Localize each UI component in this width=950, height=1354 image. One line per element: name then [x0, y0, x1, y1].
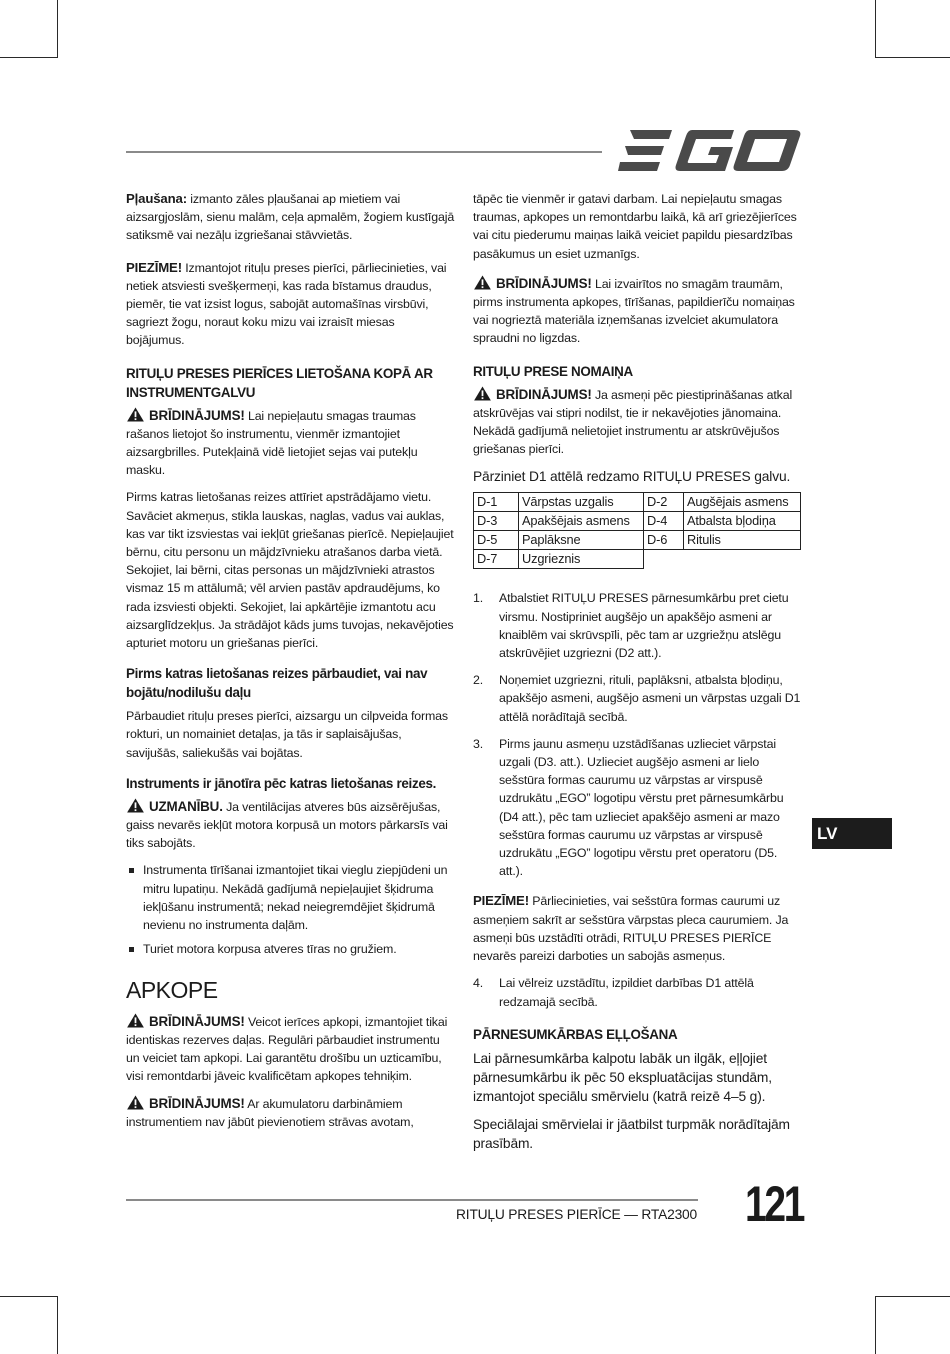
list-item: Turiet motora korpusa atveres tīras no gružiem.: [126, 940, 456, 958]
intro-lead: Pļaušana:: [126, 191, 187, 206]
note-text: Pārliecinieties, vai sešstūra formas caurumi uz asmeņiem sakrīt ar sešstūra vārpstas pleca caurumiem. Ja asmeņi būs uzstādīti otrādi, RITUĻU PRESES PIERĪCE nevarēs pareizi darboties un sabojās asmeņus.: [473, 894, 789, 964]
crop-mark: [57, 1296, 58, 1354]
heading-lube: PĀRNESUMKĀRBAS EĻĻOŠANA: [473, 1026, 678, 1042]
crop-mark: [875, 1296, 950, 1297]
heading-use: RITUĻU PRESES PIERĪCES LIETOŠANA KOPĀ AR INSTRUMENTGALVU: [126, 365, 433, 400]
step-text: Atbalstiet RITUĻU PRESES pārnesumkārbu pret cietu virsmu. Nostipriniet augšējo un apakšējo asmeni ar knaiblēm vai skrūvspīli, pēc tam ar uzgriežņu atslēgu atskrūvējiet uzgriezni (D2 att.).: [499, 591, 789, 661]
step-number: 1.: [473, 591, 484, 606]
warning-paragraph: [126, 407, 456, 480]
warning-paragraph: [126, 1013, 456, 1086]
crop-mark: [875, 1296, 876, 1354]
caution-text: Ja ventilācijas atveres būs aizsērējušas, gaiss nevarēs iekļūt motora korpusā un motors pārkarsīs vai tiks sabojāts.: [126, 799, 448, 851]
list-item: [473, 671, 803, 726]
table-cell: D-5: [474, 531, 519, 550]
steps-list: [473, 589, 803, 880]
warning-text: Lai nepieļautu smagas traumas rašanos lietojot šo instrumentu, vienmēr izmantojiet aizsargbrilles. Putekļainā vidē lietojiet sejas vai putekļu masku.: [126, 408, 418, 478]
table-cell: D-6: [644, 531, 684, 550]
table-cell: D-4: [644, 512, 684, 531]
heading-maintenance: APKOPE: [126, 976, 218, 1003]
warning-text: Lai izvairītos no smagām traumām, pirms instrumenta apkopes, tīrīšanas, papildierīču nomaiņas vai nogrieztā materiāla izņemšanas izvelciet akumulatora spraudni no ligzdas.: [473, 276, 795, 346]
step-text: Pirms jaunu asmeņu uzstādīšanas uzlieciet vārpstai uzgali (D3. att.). Uzlieciet augšējo asmeni ar lielo sešstūra formas caurumu uz vārpstas ar virspusē uzdrukātu „EGO” logotipu vērstu pret pārnesumkārbu (D4 att.), pēc tam uzlieciet apakšējo asmeni ar mazo sešstūra formas caurumu uz vārpstas ar virspusē uzdrukātu „EGO” logotipu vērstu pret operatoru (D5. att.).: [499, 736, 784, 879]
intro-paragraph: [126, 190, 456, 245]
table-cell: Vārpstas uzgalis: [519, 493, 644, 512]
table-row: [474, 531, 801, 550]
language-tab: LV: [812, 818, 892, 849]
step-number: 2.: [473, 673, 484, 688]
warning-label: BRĪDINĀJUMS!: [496, 386, 592, 402]
heading-replace: RITUĻU PRESE NOMAIŅA: [473, 363, 633, 379]
warning-triangle-icon: [126, 798, 145, 813]
crop-mark: [875, 57, 950, 58]
footer-rule: [126, 1199, 698, 1201]
caution-label: UZMANĪBU.: [149, 798, 223, 814]
page-number: 121: [745, 1176, 804, 1232]
warning-label: BRĪDINĀJUMS!: [496, 275, 592, 291]
table-cell: Apakšējais asmens: [519, 512, 644, 531]
parts-table: [473, 492, 801, 569]
heading-clean: Instruments ir jānotīra pēc katras lietošanas reizes.: [126, 775, 437, 791]
table-cell: D-1: [474, 493, 519, 512]
warning-paragraph: [473, 386, 803, 459]
figure-intro: Pārziniet D1 attēlā redzamo RITUĻU PRESES galvu.: [473, 469, 791, 485]
warning-text: Ar akumulatoru darbināmiem instrumentiem nav jābūt pievienotiem strāvas avotam,: [126, 1096, 414, 1129]
table-cell: D-7: [474, 550, 519, 569]
warning-paragraph: [473, 275, 803, 348]
list-item: Instrumenta tīrīšanai izmantojiet tikai vieglu ziepjūdeni un mitru lupatiņu. Nekādā gadījumā nepieļaujiet šķidruma iekļūšanu instrumentā; nekad neiegremdējiet šķidrumā nevienu no instrumenta daļām.: [126, 861, 456, 934]
warning-label: BRĪDINĀJUMS!: [149, 1013, 245, 1029]
list-item: [473, 589, 803, 662]
check-paragraph: Pārbaudiet rituļu preses pierīci, aizsargu un cilpveida formas rokturi, un nomainiet detaļas, ja tās ir saplaisājušas, savijušās, saliekušās vai bojātas.: [126, 709, 448, 760]
crop-mark: [0, 57, 58, 58]
step-text: Lai vēlreiz uzstādītu, izpildiet darbības D1 attēlā redzamajā secībā.: [499, 976, 754, 1009]
warning-text: Ja asmeņi pēc piestiprināšanas atkal atskrūvējas vai stipri nodilst, tie ir nekavējoties jānomaina. Nekādā gadījumā nelietojiet instrumentu ar atskrūvējušos griešanas pierīci.: [473, 387, 793, 457]
list-item: [473, 974, 803, 1010]
table-row: [474, 550, 801, 569]
footer-title: RITUĻU PRESES PIERĪCE — RTA2300: [456, 1207, 697, 1222]
crop-mark: [0, 1296, 58, 1297]
table-cell: Atbalsta bļodiņa: [684, 512, 801, 531]
table-row: [474, 493, 801, 512]
warning-text: Veicot ierīces apkopi, izmantojiet tikai identiskas rezerves daļas. Regulāri pārbaudiet instrumentu un veiciet tam apkopi. Lai garantētu drošību un uzticamību, visi remontdarbi jāveic kvalificētam apkopes tehniķim.: [126, 1014, 448, 1084]
table-cell: D-3: [474, 512, 519, 531]
table-cell: Augšējais asmens: [684, 493, 801, 512]
table-row: [474, 512, 801, 531]
left-column: [126, 190, 456, 1140]
step-number: 4.: [473, 976, 484, 991]
warning-triangle-icon: [126, 407, 145, 422]
step-number: 3.: [473, 736, 484, 751]
cleaning-list: [126, 861, 456, 958]
continued-paragraph: tāpēc tie vienmēr ir gatavi darbam. Lai nepieļautu smagas traumas, apkopes un remontdarbu laikā, kā arī griezējierīces vai citu piederumu maiņas laikā veiciet papildu piesardzības pasākumus un esiet uzmanīgs.: [473, 192, 797, 261]
caution-paragraph: [126, 798, 456, 853]
warning-label: BRĪDINĀJUMS!: [149, 1095, 245, 1111]
table-cell-empty: [644, 550, 684, 569]
header-rule: [126, 151, 602, 153]
table-cell: Paplāksne: [519, 531, 644, 550]
note-lead: PIEZĪME!: [473, 893, 529, 909]
warning-label: BRĪDINĀJUMS!: [149, 407, 245, 423]
warning-paragraph: [126, 1095, 456, 1131]
intro-text: izmanto zāles pļaušanai ap mietiem vai aizsargjoslām, sienu malām, ceļa apmalēm, žogiem kustīgajā satiksmē vai nezāļu izgriešanai stāvvietās.: [126, 192, 455, 243]
note-lead: PIEZĪME!: [126, 259, 182, 275]
warning-triangle-icon: [473, 275, 492, 290]
crop-mark: [57, 0, 58, 58]
note-paragraph: [473, 892, 803, 965]
table-cell: Uzgrieznis: [519, 550, 644, 569]
heading-check: Pirms katras lietošanas reizes pārbaudiet, vai nav bojātu/nodilušu daļu: [126, 666, 428, 701]
crop-mark: [875, 0, 876, 58]
ego-logo: [616, 128, 802, 174]
right-column: [473, 190, 803, 1162]
table-cell: Ritulis: [684, 531, 801, 550]
warning-triangle-icon: [473, 386, 492, 401]
lube-paragraph: Speciālajai smērvielai ir jāatbilst turpmāk norādītajām prasībām.: [473, 1116, 790, 1151]
steps-list: [473, 974, 803, 1010]
note-paragraph: [126, 259, 456, 350]
before-use-paragraph: Pirms katras lietošanas reizes attīriet apstrādājamo vietu. Savāciet akmeņus, stikla lauskas, naglas, vadus vai auklas, kas var tikt izsviestas vai iekļūt griešanas pierīcē. Nepieļaujiet bērnu, citu personu un mājdzīvnieku atrašanos darba vietā. Sekojiet, lai bērni, citas personas un mājdzīvnieki atrastos vismaz 15 m attālumā; vēl arvien pastāv apdraudējums, ko rada izsviesti objekti. Sekojiet, lai apkārtējie izmantotu acu aizsarglīdzekļus. Ja strādājot kāds jums tuvojas, nekavējoties apturiet motoru un griešanas pierīci.: [126, 490, 454, 651]
warning-triangle-icon: [126, 1095, 145, 1110]
list-item: [473, 735, 803, 881]
lube-paragraph: Lai pārnesumkārba kalpotu labāk un ilgāk, eļļojiet pārnesumkārbu ik pēc 50 ekspluatācijas stundām, izmantojot speciālu smērvielu (katrā reizē 4–5 g).: [473, 1050, 772, 1104]
step-text: Noņemiet uzgriezni, rituli, paplāksni, atbalsta bļodiņu, apakšējo asmeni, augšējo asmeni un vārpstas uzgali D1 attēlā norādītajā secībā.: [499, 673, 801, 724]
table-cell-empty: [684, 550, 801, 569]
note-text: Izmantojot rituļu preses pierīci, pārliecinieties, vai netiek atsviesti svešķermeņi, kas rada bīstamus draudus, piemēr, tie vat izsist logus, sabojāt automašīnas virsbūvi, sagriezt žogu, noraut koku mizu vai izraisīt miesas bojājumus.: [126, 260, 447, 348]
table-cell: D-2: [644, 493, 684, 512]
warning-triangle-icon: [126, 1013, 145, 1028]
